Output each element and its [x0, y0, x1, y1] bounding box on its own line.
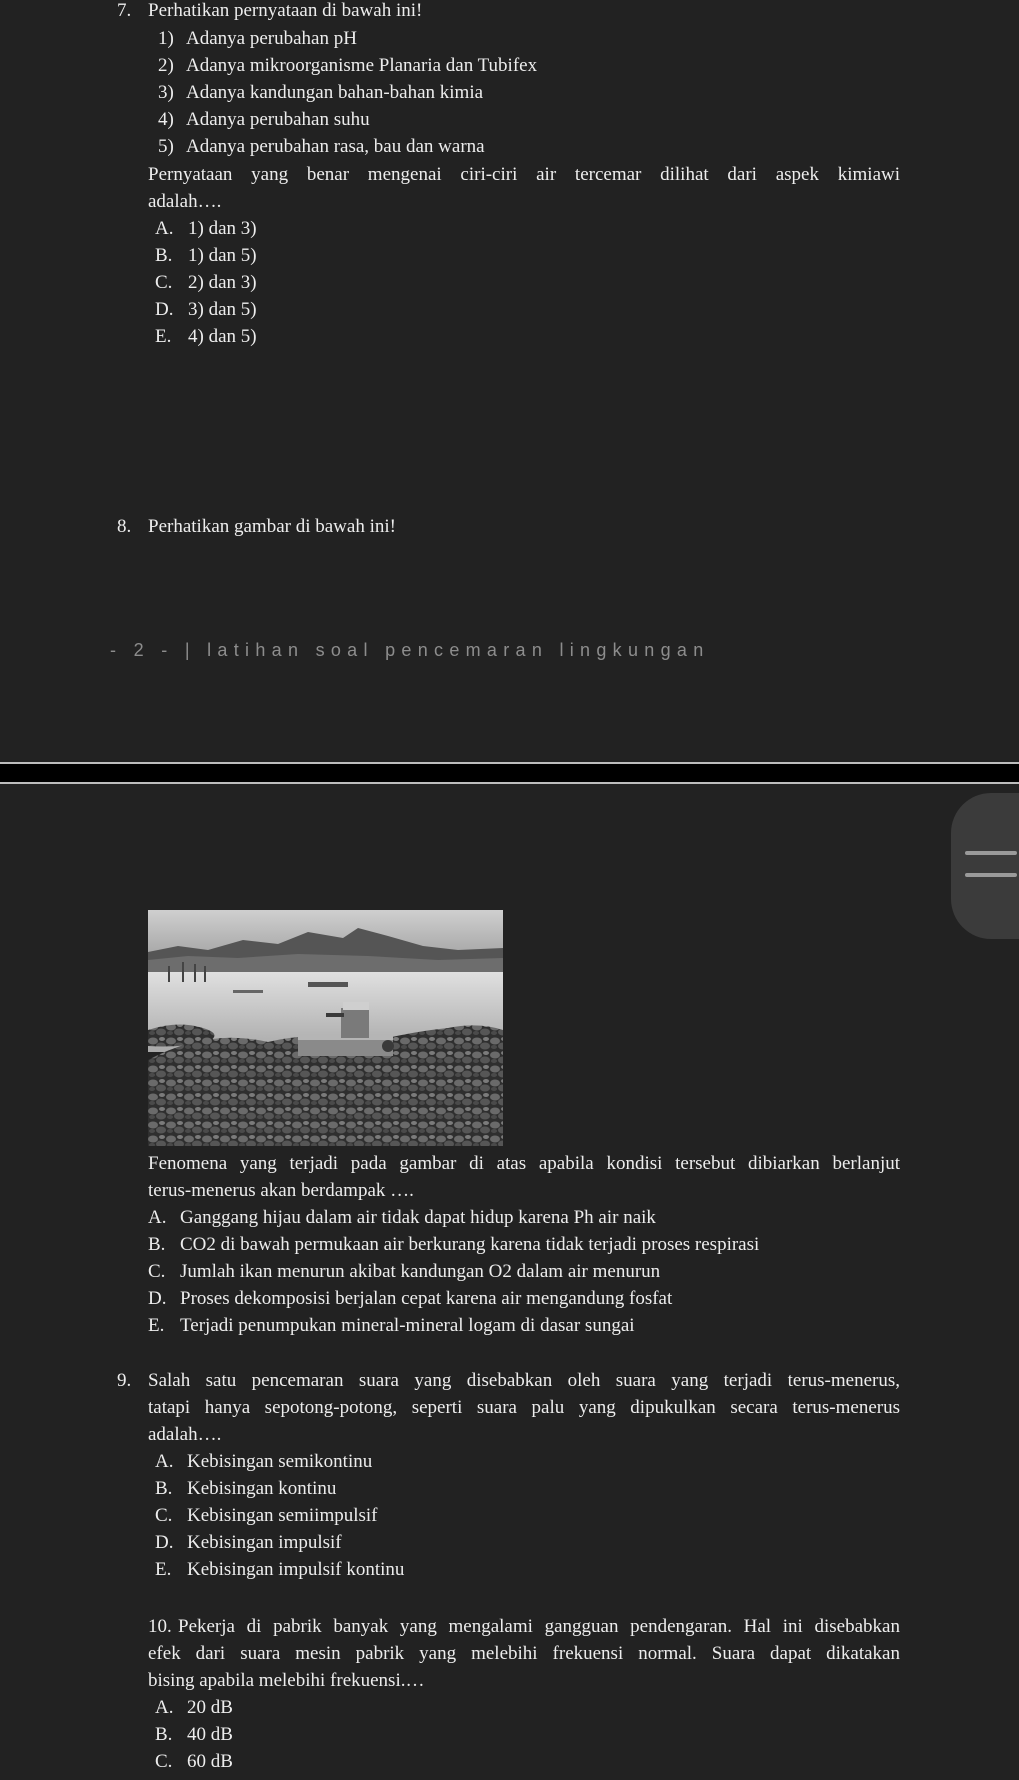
- question-text: efek dari suara mesin pabrik yang melebihi frekuensi normal. Suara dapat dikatakan: [148, 1643, 900, 1664]
- option-text: 40 dB: [187, 1724, 233, 1745]
- option-text: Kebisingan semikontinu: [187, 1451, 373, 1472]
- statement-number: 3): [158, 82, 174, 103]
- option-text: 2) dan 3): [188, 272, 257, 293]
- statement-number: 1): [158, 28, 174, 49]
- option-text: Kebisingan impulsif kontinu: [187, 1559, 405, 1580]
- question-text: Pekerja di pabrik banyak yang mengalami gangguan pendengaran. Hal ini disebabkan: [178, 1616, 900, 1637]
- option-letter: C.: [155, 1751, 173, 1772]
- page-footer: [110, 640, 710, 661]
- scrollbar-handle[interactable]: [951, 793, 1019, 939]
- option-letter: B.: [155, 1478, 173, 1499]
- question-number: 7.: [117, 0, 132, 21]
- option-letter: C.: [155, 272, 173, 293]
- option-text: Kebisingan impulsif: [187, 1532, 342, 1553]
- option-text: 3) dan 5): [188, 299, 257, 320]
- drag-handle-icon: [965, 851, 1017, 855]
- option-text: 4) dan 5): [188, 326, 257, 347]
- lake-photo: [148, 910, 503, 1146]
- option-text: Kebisingan semiimpulsif: [187, 1505, 378, 1526]
- question-number: 9.: [117, 1370, 132, 1391]
- option-letter: A.: [155, 1697, 174, 1718]
- footer-separator: |: [184, 640, 196, 660]
- question-text: adalah….: [148, 191, 222, 212]
- option-letter: A.: [148, 1207, 167, 1228]
- statement-number: 5): [158, 136, 174, 157]
- option-letter: E.: [155, 1559, 172, 1580]
- option-text: 60 dB: [187, 1751, 233, 1772]
- option-letter: B.: [148, 1234, 166, 1255]
- option-letter: B.: [155, 245, 173, 266]
- question-number: 10.: [148, 1616, 172, 1637]
- option-letter: E.: [148, 1315, 165, 1336]
- question-text: terus-menerus akan berdampak ….: [148, 1180, 414, 1201]
- statement-text: Adanya perubahan pH: [186, 28, 357, 49]
- option-letter: B.: [155, 1724, 173, 1745]
- option-letter: A.: [155, 1451, 174, 1472]
- option-text: Ganggang hijau dalam air tidak dapat hidup karena Ph air naik: [180, 1207, 656, 1228]
- page-number: - 2 -: [110, 640, 174, 660]
- option-text: 1) dan 5): [188, 245, 257, 266]
- question-stem: Perhatikan pernyataan di bawah ini!: [148, 0, 423, 21]
- question-text: adalah….: [148, 1424, 222, 1445]
- option-text: Jumlah ikan menurun akibat kandungan O2 dalam air menurun: [180, 1261, 661, 1282]
- option-text: 20 dB: [187, 1697, 233, 1718]
- question-text: Salah satu pencemaran suara yang disebabkan oleh suara yang terjadi terus-menerus,: [148, 1370, 900, 1391]
- option-letter: A.: [155, 218, 174, 239]
- statement-text: Adanya perubahan rasa, bau dan warna: [186, 136, 485, 157]
- question-text: bising apabila melebihi frekuensi.…: [148, 1670, 425, 1691]
- option-text: Terjadi penumpukan mineral-mineral logam di dasar sungai: [180, 1315, 635, 1336]
- statement-number: 4): [158, 109, 174, 130]
- option-letter: C.: [155, 1505, 173, 1526]
- page-separator: [0, 764, 1019, 782]
- statement-number: 2): [158, 55, 174, 76]
- option-letter: C.: [148, 1261, 166, 1282]
- option-letter: D.: [155, 299, 174, 320]
- option-letter: D.: [148, 1288, 167, 1309]
- question-text: tatapi hanya sepotong-potong, seperti suara palu yang dipukulkan secara terus-menerus: [148, 1397, 900, 1418]
- drag-handle-icon: [965, 873, 1017, 877]
- option-letter: E.: [155, 326, 172, 347]
- option-text: Proses dekomposisi berjalan cepat karena air mengandung fosfat: [180, 1288, 673, 1309]
- statement-text: Adanya kandungan bahan-bahan kimia: [186, 82, 484, 103]
- question-text: Fenomena yang terjadi pada gambar di atas apabila kondisi tersebut dibiarkan berlanjut: [148, 1153, 900, 1174]
- option-text: CO2 di bawah permukaan air berkurang karena tidak terjadi proses respirasi: [180, 1234, 760, 1255]
- statement-text: Adanya perubahan suhu: [186, 109, 370, 130]
- question-stem: Perhatikan gambar di bawah ini!: [148, 516, 396, 537]
- question-number: 8.: [117, 516, 132, 537]
- footer-title: latihan soal pencemaran lingkungan: [207, 640, 710, 660]
- question-text: Pernyataan yang benar mengenai ciri-ciri air tercemar dilihat dari aspek kimiawi: [148, 164, 900, 185]
- option-text: 1) dan 3): [188, 218, 257, 239]
- statement-text: Adanya mikroorganisme Planaria dan Tubifex: [186, 55, 538, 76]
- option-letter: D.: [155, 1532, 174, 1553]
- option-text: Kebisingan kontinu: [187, 1478, 337, 1499]
